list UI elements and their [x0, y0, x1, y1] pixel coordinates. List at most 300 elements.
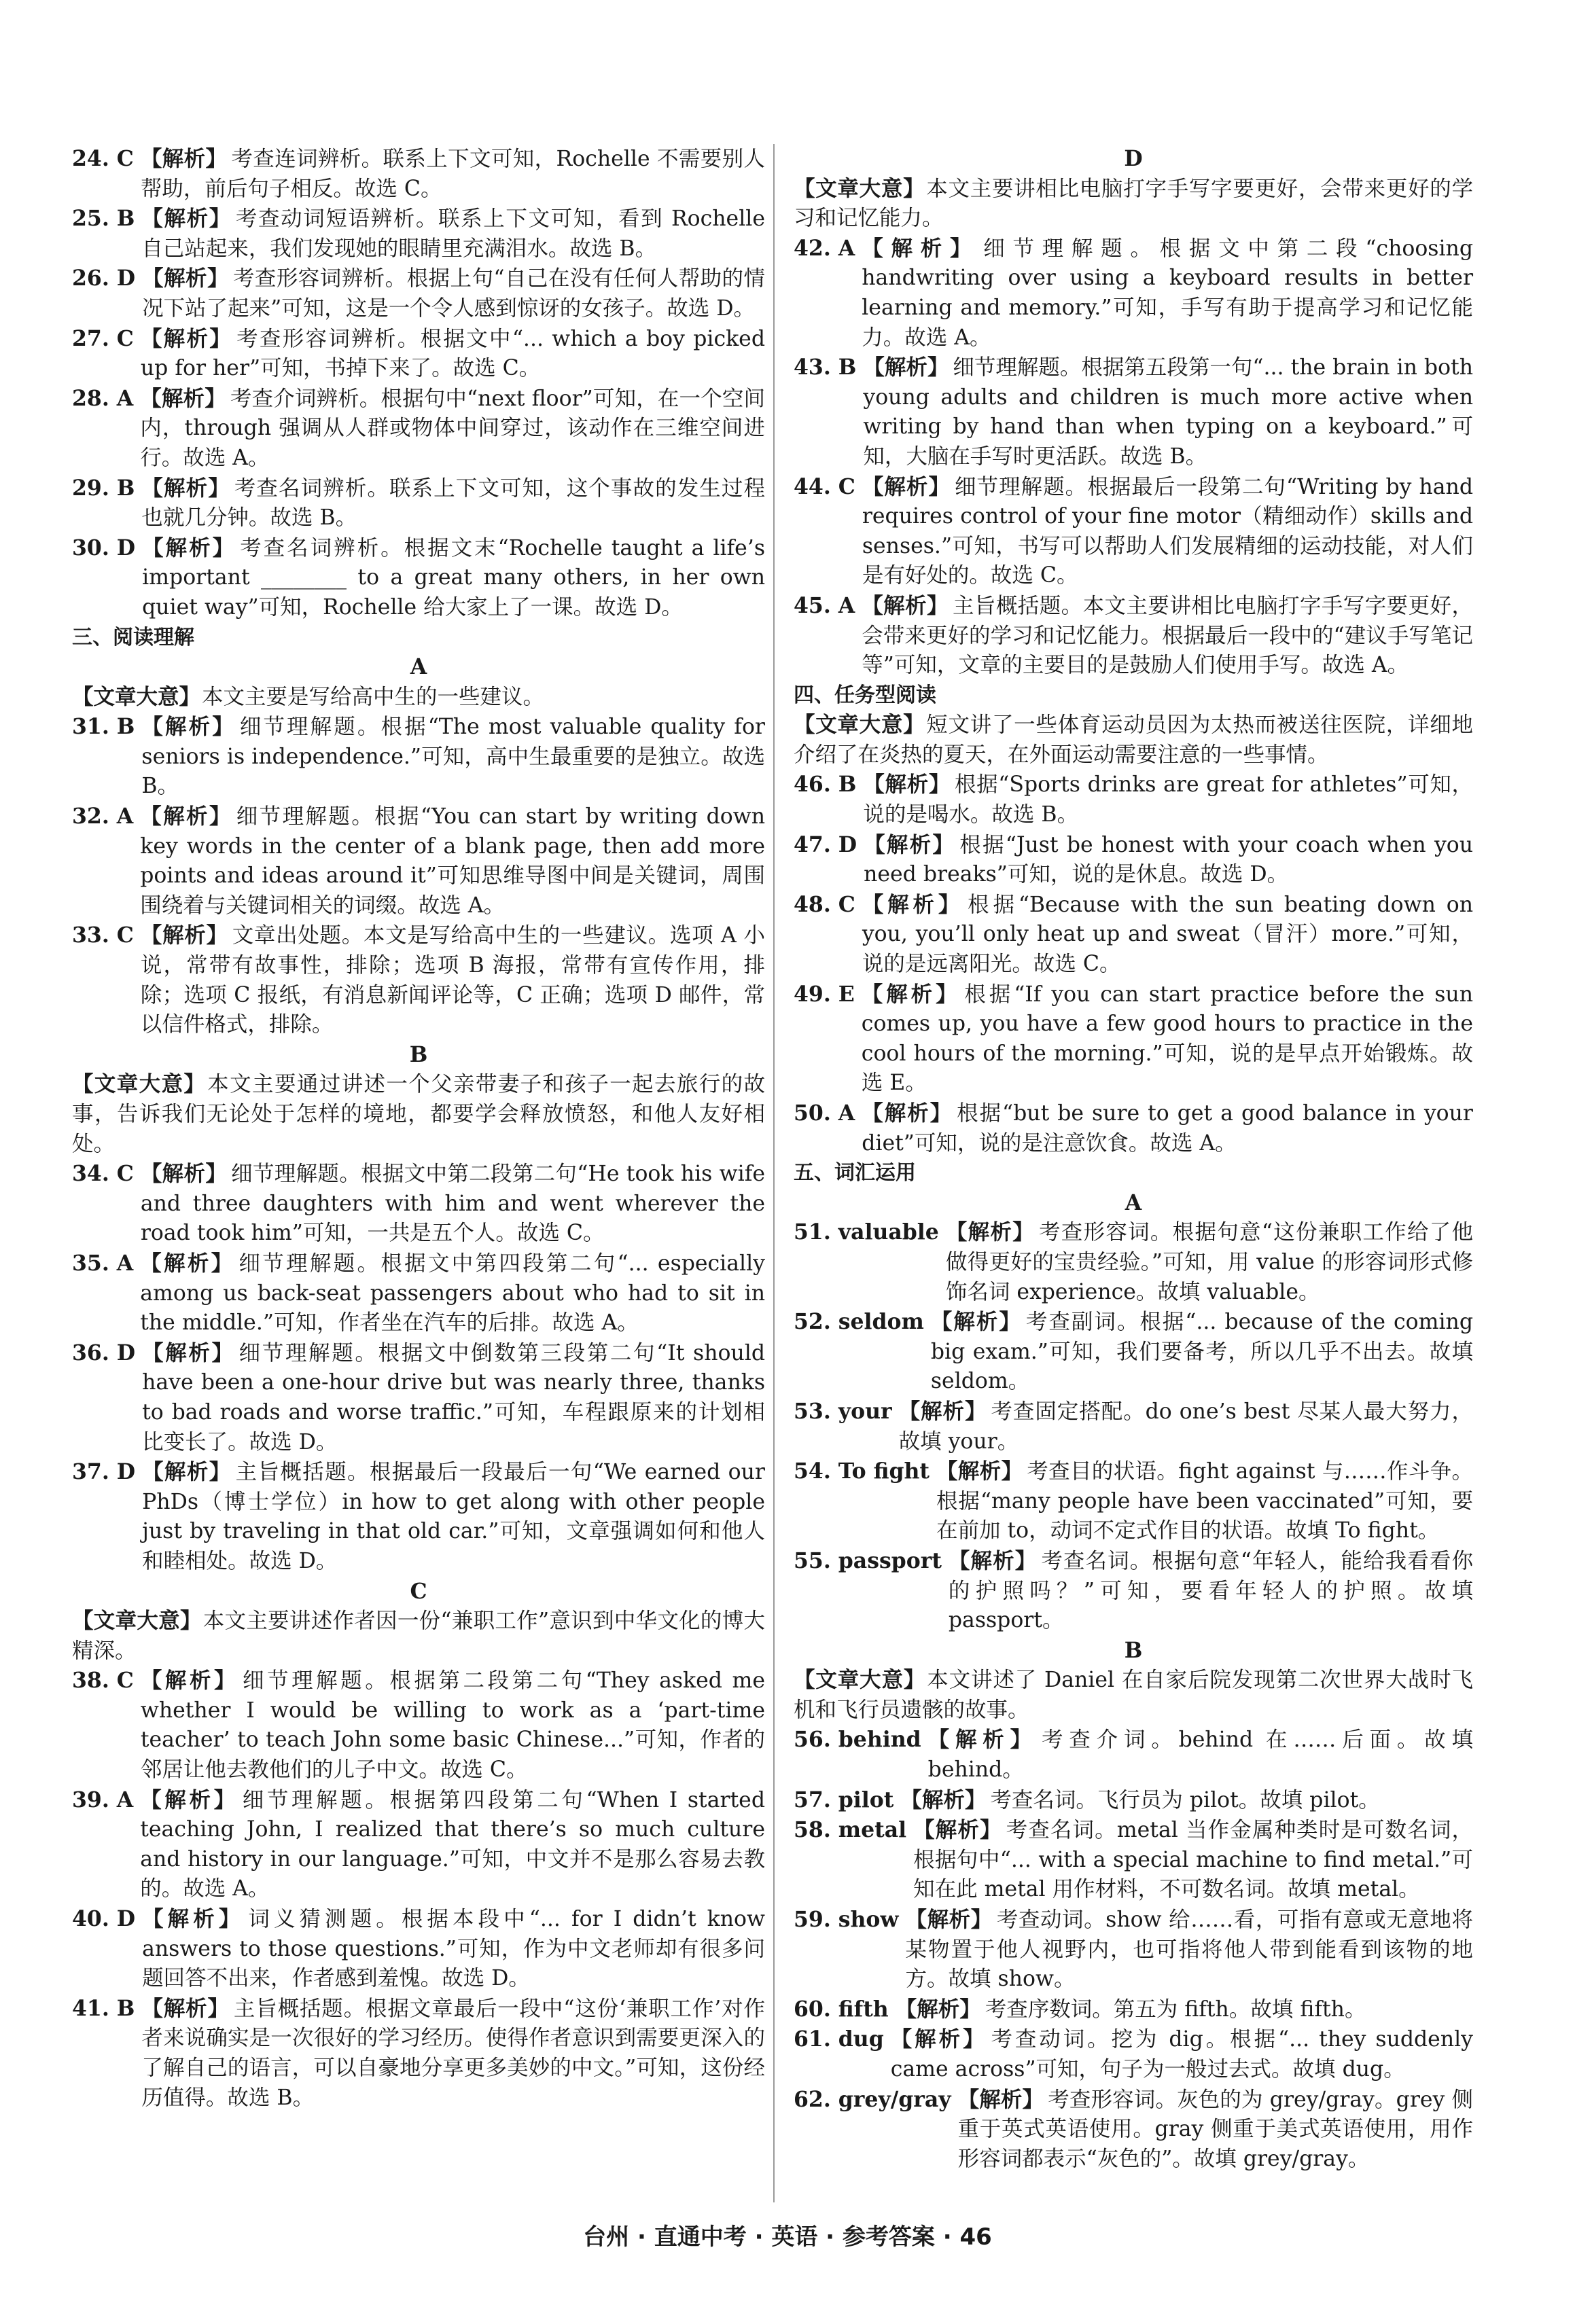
analysis-tag: 【解析】	[862, 235, 980, 261]
passage-summary	[794, 710, 1473, 770]
explanation	[142, 1338, 765, 1457]
answer-choice: C	[116, 923, 134, 948]
explanation	[862, 980, 1473, 1098]
right-column	[794, 144, 1473, 2174]
explanation-text: 考查序数词。第五为 fifth。故填 fifth。	[985, 1997, 1366, 2022]
question-number	[72, 1904, 135, 1934]
answer-item	[794, 2024, 1473, 2084]
answer-item	[72, 264, 765, 323]
left-column	[72, 144, 765, 2113]
item-number: 48.	[794, 891, 831, 917]
answer-choice: C	[116, 146, 134, 171]
explanation	[862, 1098, 1473, 1158]
answer-item	[794, 1098, 1473, 1158]
answer-item	[72, 920, 765, 1039]
analysis-tag: 【解析】	[140, 1787, 238, 1812]
explanation-text: 考查形容词辨析。根据上句“自己在没有任何人帮助的情况下站了起来”可知，这是一个令人感到惊讶的女孩子。故选 D。	[142, 266, 765, 321]
item-number: 54.	[794, 1459, 831, 1484]
section-heading: 五、词汇运用	[794, 1161, 916, 1185]
item-number: 52.	[794, 1309, 831, 1335]
question-number	[794, 890, 855, 920]
explanation-text: 主旨概括题。根据最后一段最后一句“We earned our PhDs（博士学位）in how to get along with other people just by traveling in that old car.”可知，文章强调如何和他人和睦相处。故选 D。	[142, 1460, 765, 1573]
question-number	[794, 2085, 951, 2115]
item-number: 43.	[794, 355, 831, 380]
item-number: 62.	[794, 2086, 831, 2112]
answer-item	[72, 533, 765, 623]
answer-choice: C	[116, 1668, 134, 1694]
answer-item	[72, 1666, 765, 1785]
item-number: 35.	[72, 1250, 109, 1276]
question-number	[794, 234, 855, 264]
passage-summary	[72, 1606, 765, 1666]
summary-tag: 【文章大意】	[794, 712, 925, 738]
answer-item	[72, 1249, 765, 1338]
explanation	[936, 1456, 1473, 1546]
analysis-tag: 【解析】	[862, 592, 949, 618]
item-number: 45.	[794, 592, 831, 618]
explanation-text: 词义猜测题。根据本段中“... for I didn’t know answers to those questions.”可知，作为中文老师却有很多问题回答不出来，作者感到羞愧。故选 D。	[142, 1907, 765, 1991]
item-number: 50.	[794, 1101, 831, 1126]
explanation-text: 文章出处题。本文是写给高中生的一些建议。选项 A 小说，常带有故事性，排除；选项 B 海报，常带有宣传作用，排除；选项 C 报纸，有消息新闻评论等，C 正确；选项 D 邮件，常以信件格式，排除。	[140, 923, 765, 1037]
analysis-tag: 【解析】	[862, 891, 964, 917]
answer-choice: A	[116, 1250, 134, 1276]
answer-choice: valuable	[838, 1219, 939, 1245]
answer-choice: A	[116, 1787, 134, 1812]
analysis-tag: 【解析】	[142, 1340, 235, 1365]
question-number	[794, 1815, 906, 1845]
answer-choice: dug	[838, 2026, 884, 2052]
question-number	[72, 712, 135, 742]
item-number: 38.	[72, 1668, 109, 1694]
analysis-tag: 【解析】	[863, 355, 949, 380]
question-number	[72, 920, 134, 950]
answer-item	[72, 1159, 765, 1249]
answer-item	[794, 1785, 1473, 1816]
explanation-text: 主旨概括题。本文主要讲相比电脑打字手写字要更好，会带来更好的学习和记忆能力。根据最后一段中的“建议手写笔记等”可知，文章的主要目的是鼓励人们使用手写。故选 A。	[862, 593, 1473, 678]
section-heading: 四、任务型阅读	[794, 683, 936, 707]
item-number: 47.	[794, 832, 831, 857]
answer-choice: pilot	[838, 1787, 894, 1812]
answer-item	[72, 1904, 765, 1994]
answer-choice: seldom	[838, 1309, 924, 1335]
explanation	[931, 1307, 1473, 1397]
explanation-text: 考查连词辨析。联系上下文可知，Rochelle 不需要别人帮助，前后句子相反。故选 C。	[140, 147, 765, 201]
question-number	[794, 353, 856, 382]
answer-choice: metal	[838, 1817, 907, 1843]
answer-choice: C	[838, 891, 855, 917]
analysis-tag: 【解析】	[142, 1459, 232, 1485]
explanation-text: 考查目的状语。fight against 与……作斗争。根据“many people have been vaccinated”可知，要在前加 to，动词不定式作目的状语。故填 To fight。	[936, 1459, 1473, 1543]
question-number	[72, 1457, 135, 1487]
item-number: 42.	[794, 235, 831, 261]
item-number: 41.	[72, 1995, 109, 2021]
explanation	[862, 591, 1473, 681]
explanation-text: 细节理解题。根据文中第二段第二句“He took his wife and three daughters with him and went wherever the road took him”可知，一共是五个人。故选 C。	[140, 1162, 765, 1246]
answer-item	[72, 1457, 765, 1576]
answer-item	[794, 353, 1473, 471]
explanation	[140, 1785, 765, 1904]
analysis-tag: 【解析】	[895, 1996, 981, 2022]
item-number: 29.	[72, 475, 109, 501]
answer-choice: D	[116, 535, 136, 560]
question-number	[794, 770, 856, 800]
explanation	[863, 353, 1473, 471]
passage-letter: A	[1125, 1190, 1142, 1215]
analysis-tag: 【解析】	[140, 1161, 228, 1187]
answer-item	[72, 712, 765, 802]
explanation-text: 根据“If you can start practice before the sun comes up, you have a few good hours to practice in the cool hours of the morning.”可知，说的是早点开始锻炼。故选 E。	[861, 982, 1473, 1096]
answer-choice: C	[116, 325, 134, 351]
item-number: 24.	[72, 146, 109, 171]
analysis-tag: 【解析】	[140, 1668, 239, 1694]
question-number	[72, 802, 133, 832]
passage-summary	[794, 174, 1473, 234]
answer-item	[72, 1994, 765, 2113]
answer-item	[72, 204, 765, 264]
answer-choice: fifth	[838, 1996, 889, 2022]
summary-text: 本文讲述了 Daniel 在自家后院发现第二次世界大战时飞机和飞行员遗骸的故事。	[794, 1668, 1473, 1722]
answer-item	[794, 1397, 1473, 1456]
question-number	[794, 1785, 893, 1815]
answer-item	[72, 1338, 765, 1457]
answer-choice: C	[838, 473, 855, 499]
answer-choice: C	[116, 1161, 134, 1187]
explanation	[142, 1457, 765, 1576]
answer-choice: E	[838, 981, 855, 1007]
answer-choice: B	[838, 355, 857, 380]
analysis-tag: 【解析】	[957, 2086, 1044, 2112]
explanation	[140, 802, 765, 920]
explanation-text: 考查副词。根据“... because of the coming big exam.”可知，我们要备考，所以几乎不出去。故填 seldom。	[930, 1310, 1473, 1394]
explanation-text: 细节理解题。根据文中第二段“choosing handwriting over using a keyboard results in better learning and memory.”可知，手写有助于提高学习和记忆能力。故选 A。	[862, 236, 1473, 350]
summary-tag: 【文章大意】	[72, 1608, 202, 1634]
explanation-text: 细节理解题。根据“The most valuable quality for seniors is independence.”可知，高中生最重要的是独立。故选 B。	[141, 715, 765, 799]
question-number	[72, 144, 134, 174]
answer-item	[794, 830, 1473, 890]
explanation	[863, 770, 1473, 829]
explanation	[896, 1995, 1473, 2025]
question-number	[794, 1307, 924, 1337]
summary-text: 本文主要讲述作者因一份“兼职工作”意识到中华文化的博大精深。	[72, 1609, 765, 1663]
analysis-tag: 【解析】	[905, 1907, 993, 1933]
explanation	[906, 1905, 1473, 1995]
passage-letter: A	[410, 654, 427, 680]
explanation-text: 考查介词。behind 在……后面。故填 behind。	[927, 1728, 1473, 1783]
explanation	[142, 1904, 765, 1994]
item-number: 34.	[72, 1161, 109, 1187]
passage-letter: B	[409, 1041, 428, 1067]
passage-letter: D	[1124, 146, 1143, 171]
explanation-text: 考查形容词。根据句意“这份兼职工作给了他做得更好的宝贵经验。”可知，用 value 的形容词形式修饰名词 experience。故填 valuable。	[945, 1220, 1473, 1304]
answer-choice: D	[116, 1459, 136, 1485]
explanation-text: 考查名词。metal 当作金属种类时是可数名词，根据句中“... with a special machine to find metal.”可知在此 metal 用作材料，不可数名词。故填 metal。	[913, 1818, 1473, 1902]
explanation	[862, 472, 1473, 591]
page-footer: 台州 · 直通中考 · 英语 · 参考答案 · 46	[583, 2223, 992, 2251]
question-number	[794, 1217, 939, 1247]
item-number: 36.	[72, 1340, 109, 1365]
analysis-tag: 【解析】	[862, 1101, 953, 1126]
question-number	[72, 1338, 135, 1368]
answer-item	[72, 324, 765, 384]
question-number	[72, 264, 135, 293]
item-number: 30.	[72, 535, 109, 560]
explanation	[899, 1397, 1473, 1456]
answer-item	[794, 1905, 1473, 1995]
answer-choice: D	[116, 266, 136, 291]
explanation	[142, 533, 765, 623]
explanation	[928, 1725, 1473, 1785]
analysis-tag: 【解析】	[141, 714, 236, 740]
answer-choice: B	[116, 714, 135, 740]
explanation-text: 考查动词短语辨析。联系上下文可知，看到 Rochelle 自己站起来，我们发现她的眼睛里充满泪水。故选 B。	[141, 207, 765, 261]
explanation	[862, 890, 1473, 980]
item-number: 27.	[72, 325, 109, 351]
analysis-tag: 【解析】	[140, 923, 228, 948]
answer-item	[794, 1217, 1473, 1307]
explanation-text: 根据“Because with the sun beating down on you, you’ll only heat up and sweat（冒汗）more.”可知，说的是远离阳光。故选 C。	[862, 892, 1473, 977]
item-number: 53.	[794, 1398, 831, 1424]
explanation	[891, 2024, 1473, 2084]
answer-choice: D	[116, 1906, 136, 1932]
item-number: 51.	[794, 1219, 831, 1245]
explanation-text: 考查固定搭配。do one’s best 尽某人最大努力，故填 your。	[898, 1399, 1473, 1454]
answer-choice: passport	[838, 1548, 942, 1573]
answer-item	[72, 384, 765, 473]
item-number: 58.	[794, 1817, 831, 1843]
item-number: 39.	[72, 1787, 109, 1812]
question-number	[794, 980, 855, 1009]
answer-item	[72, 802, 765, 920]
answer-item	[72, 144, 765, 204]
item-number: 31.	[72, 714, 109, 740]
analysis-tag: 【解析】	[141, 475, 230, 501]
answer-choice: To fight	[838, 1459, 930, 1484]
item-number: 61.	[794, 2026, 831, 2052]
summary-text: 本文主要是写给高中生的一些建议。	[202, 684, 545, 709]
explanation-text: 考查介词辨析。根据句中“next floor”可知，在一个空间内，through 强调从人群或物体中间穿过，该动作在三维空间进行。故选 A。	[140, 386, 765, 470]
answer-item	[794, 980, 1473, 1098]
summary-tag: 【文章大意】	[794, 175, 925, 201]
item-number: 26.	[72, 266, 109, 291]
analysis-tag: 【解析】	[930, 1309, 1022, 1335]
explanation-text: 细节理解题。根据最后一段第二句“Writing by hand requires control of your fine motor（精细动作）skills and senses.”可知，书写可以帮助人们发展精细的运动技能，对人们是有好处的。故选 C。	[862, 474, 1473, 588]
analysis-tag: 【解析】	[898, 1398, 987, 1424]
passage-summary	[72, 1069, 765, 1159]
item-number: 25.	[72, 206, 109, 232]
answer-choice: grey/gray	[838, 2086, 951, 2112]
passage-summary	[794, 1665, 1473, 1725]
column-divider	[773, 144, 775, 2202]
summary-tag: 【文章大意】	[72, 683, 201, 709]
item-number: 32.	[72, 804, 109, 829]
analysis-tag: 【解析】	[945, 1219, 1035, 1245]
answer-item	[794, 1456, 1473, 1546]
item-number: 55.	[794, 1548, 831, 1573]
answer-choice: D	[838, 832, 857, 857]
question-number	[794, 1905, 899, 1935]
explanation	[141, 1994, 765, 2113]
summary-text: 本文主要讲相比电脑打字手写字要更好，会带来更好的学习和记忆能力。	[794, 176, 1473, 231]
question-number	[72, 1666, 134, 1696]
answer-choice: B	[116, 475, 135, 501]
analysis-tag: 【解析】	[936, 1459, 1023, 1484]
analysis-tag: 【解析】	[140, 146, 228, 171]
answer-choice: A	[116, 804, 134, 829]
answer-item	[794, 2085, 1473, 2175]
explanation	[913, 1815, 1473, 1905]
explanation	[141, 1666, 765, 1785]
analysis-tag: 【解析】	[861, 981, 961, 1007]
analysis-tag: 【解析】	[948, 1548, 1038, 1573]
explanation	[141, 712, 765, 802]
question-number	[72, 1785, 133, 1815]
explanation	[142, 264, 765, 323]
item-number: 57.	[794, 1787, 831, 1812]
answer-item	[794, 1307, 1473, 1397]
passage-letter: B	[1124, 1637, 1143, 1663]
answer-choice: behind	[838, 1727, 921, 1753]
explanation-text: 考查动词。show 给……看，可指有意或无意地将某物置于他人视野内，也可指将他人带到能看到该物的地方。故填 show。	[905, 1908, 1473, 1992]
explanation-text: 细节理解题。根据第四段第二句“When I started teaching John, I realized that there’s so much culture and history in our language.”可知，中文并不是那么容易去教的。故选 A。	[140, 1787, 765, 1901]
explanation	[862, 234, 1473, 353]
explanation-text: 考查动词。挖为 dig。根据“... they suddenly came across”可知，句子为一般过去式。故填 dug。	[890, 2027, 1473, 2081]
item-number: 37.	[72, 1459, 109, 1485]
answer-choice: A	[838, 1101, 855, 1126]
item-number: 28.	[72, 385, 109, 411]
question-number	[794, 830, 857, 860]
answer-choice: A	[838, 592, 855, 618]
analysis-tag: 【解析】	[913, 1817, 1002, 1843]
question-number	[794, 1456, 930, 1486]
passage-summary	[72, 682, 765, 713]
explanation-text: 主旨概括题。根据文章最后一段中“这份‘兼职工作’对作者来说确实是一次很好的学习经历。使得作者意识到需要更深入的了解自己的语言，可以自豪地分享更多美妙的中文。”可知，这份经历值得。故选 B。	[141, 1996, 765, 2110]
analysis-tag: 【解析】	[140, 325, 233, 351]
explanation-text: 细节理解题。根据文中倒数第三段第二句“It should have been a one-hour drive but was nearly three, thanks to bad roads and worse traffic.”可知，车程跟原来的计划相比变长了。故选 D。	[142, 1340, 765, 1454]
explanation-text: 细节理解题。根据文中第四段第二句“... especially among us back-seat passengers about who had to sit in the middle.”可知，作者坐在汽车的后排。故选 A。	[140, 1251, 765, 1336]
analysis-tag: 【解析】	[864, 832, 956, 857]
explanation	[141, 204, 765, 264]
explanation-text: 根据“but be sure to get a good balance in your diet”可知，说的是注意饮食。故选 A。	[862, 1101, 1473, 1156]
answer-choice: B	[116, 1995, 135, 2021]
explanation-text: 考查名词辨析。联系上下文可知，这个事故的发生过程也就几分钟。故选 B。	[141, 476, 765, 531]
explanation-text: 细节理解题。根据“You can start by writing down key words in the center of a blank page, then add more points and ideas around it”可知思维导图中间是关键词，周围围绕着与关键词相关的词缀。故选 A。	[140, 804, 765, 918]
explanation-text: 考查形容词。灰色的为 grey/gray。grey 侧重于英式英语使用。gray 侧重于美式英语使用，用作形容词都表示“灰色的”。故填 grey/gray。	[957, 2087, 1473, 2171]
analysis-tag: 【解析】	[140, 1250, 235, 1276]
explanation	[141, 144, 765, 204]
analysis-tag: 【解析】	[141, 1995, 230, 2021]
question-number	[72, 473, 135, 503]
answer-item	[794, 472, 1473, 591]
question-number	[72, 533, 135, 563]
answer-item	[794, 770, 1473, 829]
explanation	[958, 2085, 1473, 2175]
analysis-tag: 【解析】	[142, 1906, 245, 1932]
answer-item	[72, 473, 765, 533]
question-number	[72, 1249, 133, 1279]
summary-tag: 【文章大意】	[72, 1071, 207, 1097]
explanation	[900, 1785, 1473, 1816]
answer-item	[794, 234, 1473, 353]
answer-item	[72, 1785, 765, 1904]
summary-text: 短文讲了一些体育运动员因为太热而被送往医院，详细地介绍了在炎热的夏天，在外面运动需要注意的一些事情。	[794, 713, 1473, 767]
explanation-text: 考查名词。根据句意“年轻人，能给我看看你的护照吗？”可知，要看年轻人的护照。故填 passport。	[948, 1548, 1473, 1633]
explanation-text: 根据“Just be honest with your coach when you need breaks”可知，说的是休息。故选 D。	[864, 832, 1473, 887]
question-number	[794, 1098, 855, 1128]
analysis-tag: 【解析】	[140, 385, 226, 411]
question-number	[794, 1397, 892, 1427]
explanation	[946, 1217, 1473, 1307]
analysis-tag: 【解析】	[927, 1727, 1038, 1753]
question-number	[794, 1546, 942, 1576]
analysis-tag: 【解析】	[863, 772, 951, 798]
answer-choice: B	[116, 206, 135, 232]
item-number: 33.	[72, 923, 109, 948]
explanation	[141, 473, 765, 533]
item-number: 59.	[794, 1907, 831, 1933]
explanation	[141, 1159, 765, 1249]
question-number	[72, 1159, 134, 1189]
question-number	[794, 2024, 884, 2054]
explanation-text: 考查形容词辨析。根据文中“... which a boy picked up for her”可知，书掉下来了。故选 C。	[140, 326, 765, 381]
question-number	[794, 1725, 921, 1755]
item-number: 56.	[794, 1727, 831, 1753]
explanation-text: 考查名词。飞行员为 pilot。故填 pilot。	[990, 1787, 1380, 1812]
passage-letter: C	[410, 1578, 427, 1604]
analysis-tag: 【解析】	[862, 473, 951, 499]
answer-item	[794, 1546, 1473, 1636]
section-heading: 三、阅读理解	[72, 625, 194, 649]
explanation	[141, 920, 765, 1039]
explanation	[140, 1249, 765, 1338]
question-number	[72, 204, 135, 234]
summary-text: 本文主要通过讲述一个父亲带妻子和孩子一起去旅行的故事，告诉我们无论处于怎样的境地，都要学会释放愤怒，和他人友好相处。	[72, 1072, 765, 1156]
explanation-text: 细节理解题。根据第五段第一句“... the brain in both young adults and children is much more active when writing by hand than when typing on a keyboard.”可知，大脑在手写时更活跃。故选 B。	[863, 355, 1474, 469]
explanation	[140, 384, 765, 473]
answer-choice: your	[838, 1398, 892, 1424]
answer-item	[794, 1995, 1473, 2025]
question-number	[794, 472, 855, 502]
question-number	[794, 1995, 889, 2024]
question-number	[72, 324, 134, 354]
analysis-tag: 【解析】	[140, 804, 232, 829]
question-number	[72, 384, 133, 414]
explanation-text: 考查名词辨析。根据文末“Rochelle taught a life’s important ________ to a great many others, in her own quiet way”可知，Rochelle 给大家上了一课。故选 D。	[142, 535, 765, 620]
item-number: 40.	[72, 1906, 109, 1932]
answer-item	[794, 1815, 1473, 1905]
item-number: 49.	[794, 981, 831, 1007]
analysis-tag: 【解析】	[900, 1787, 987, 1812]
explanation	[141, 324, 765, 384]
explanation	[949, 1546, 1473, 1636]
answer-item	[794, 890, 1473, 980]
answer-choice: D	[116, 1340, 136, 1365]
question-number	[794, 591, 855, 621]
item-number: 46.	[794, 772, 831, 798]
answer-choice: A	[116, 385, 134, 411]
analysis-tag: 【解析】	[890, 2026, 987, 2052]
explanation-text: 根据“Sports drinks are great for athletes”可知，说的是喝水。故选 B。	[863, 772, 1473, 827]
summary-tag: 【文章大意】	[794, 1667, 926, 1693]
item-number: 60.	[794, 1996, 831, 2022]
explanation-text: 细节理解题。根据第二段第二句“They asked me whether I would be willing to work as a ‘part-time teacher’ to teach John some basic Chinese...”可知，作者的邻居让他去教他们的儿子中文。故选 C。	[140, 1668, 765, 1783]
answer-item	[794, 591, 1473, 681]
analysis-tag: 【解析】	[141, 206, 232, 232]
analysis-tag: 【解析】	[142, 266, 229, 291]
explanation	[864, 830, 1473, 890]
item-number: 44.	[794, 473, 831, 499]
answer-item	[794, 1725, 1473, 1785]
analysis-tag: 【解析】	[142, 535, 236, 560]
